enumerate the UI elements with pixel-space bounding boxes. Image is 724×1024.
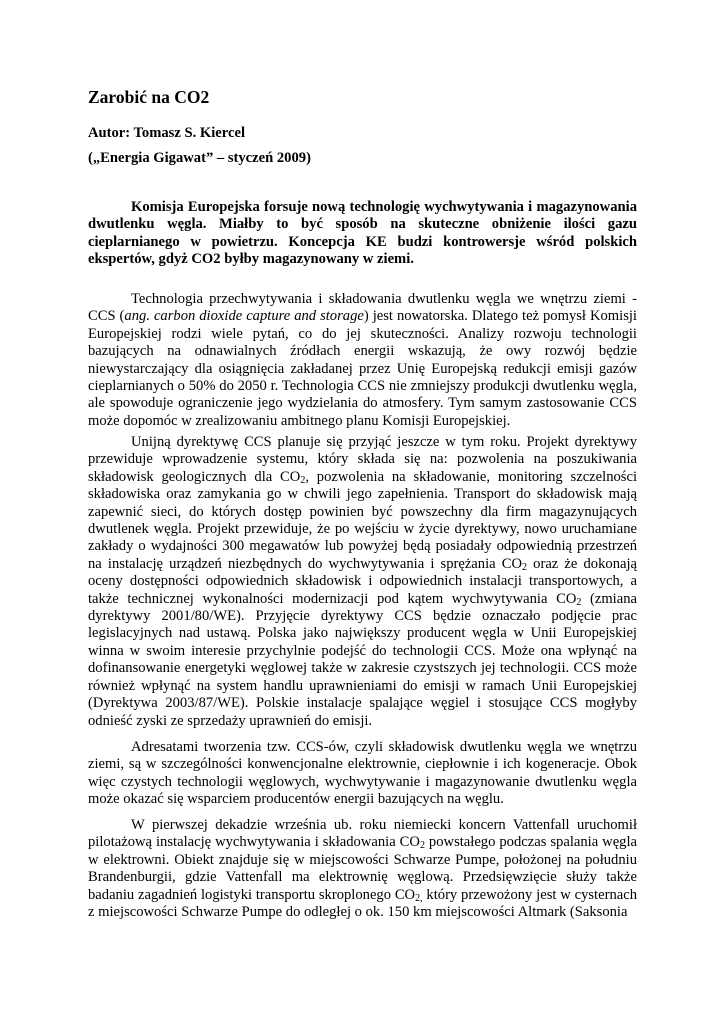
paragraph-4-text-c: który przewożony jest w cysternach z miejscowości Schwarze Pumpe do odległej o ok. 150 km miejscowości Altmark (Saksonia	[88, 886, 637, 921]
paragraph-1	[88, 291, 637, 430]
paragraph-1-text-b: ) jest nowatorska. Dlatego też pomysł Komisji Europejskiej rodzi wiele pytań, co do jej skuteczności. Analizy rozwoju technologii bazujących na odnawialnych źródłach energii wskazują, że owy rozwój będzie niewystarczający dla osiągnięcia zakładanej przez Unię Europejską redukcji emisji gazów cieplarnianych o 50% do 2050 r. Technologia CCS nie zmniejszy produkcji dwutlenku węgla, ale spowoduje ograniczenie jego wydzielania do atmosfery. Tym samym zastosowanie CCS może dopomóc w zrealizowaniu ambitnego planu Komisji Europejskiej.	[88, 308, 637, 429]
paragraph-1-text-a: Technologia przechwytywania i składowania dwutlenku węgla we wnętrzu ziemi - CCS (	[88, 291, 637, 325]
paragraph-2-text-c: oraz że dokonają oceny dostępności odpowiednich składowisk i odpowiednich instalacji transportowych, a także technicznej wykonalności modernizacji pod kątem wychwytywania CO	[88, 555, 637, 607]
paragraph-2-text-a: Unijną dyrektywę CCS planuje się przyjąć jeszcze w tym roku. Projekt dyrektywy przewiduje wprowadzenie systemu, który składa się na: pozwolenia na poszukiwania składowisk geologicznych dla CO	[88, 434, 637, 485]
article-lead: Komisja Europejska forsuje nową technologię wychwytywania i magazynowania dwutlenku węgla. Miałby to być sposób na skuteczne obniżenie ilości gazu cieplarnianego w powietrzu. Koncepcja KE budzi kontrowersje wśród polskich ekspertów, gdyż CO2 byłby magazynowany w ziemi.	[88, 199, 637, 268]
article-title: Zarobić na CO2	[88, 87, 210, 107]
paragraph-1-italic: ang. carbon dioxide capture and storage	[124, 308, 364, 325]
paragraph-3: Adresatami tworzenia tzw. CCS-ów, czyli składowisk dwutlenku węgla we wnętrzu ziemi, są w szczególności konwencjonalne elektrownie, ciepłownie i ich kogeneracje. Obok więc czystych technologii węglowych, wychwytywanie i magazynowanie dwutlenku węgla może okazać się wsparciem producentów energii bazujących na węglu.	[88, 739, 637, 808]
paragraph-4	[88, 817, 637, 921]
co2-subscript: 2	[419, 840, 425, 852]
article-author: Autor: Tomasz S. Kiercel	[88, 125, 246, 141]
co2-subscript: 2	[522, 561, 528, 573]
co2-subscript: 2	[576, 596, 582, 608]
paragraph-4-text-b: powstałego podczas spalania węgla w elektrowni. Obiekt znajduje się w miejscowości Schwarze Pumpe, położonej na południu Brandenburgii, gdzie Vattenfall ma elektrownię węglową. Przedsięwzięcie służy także badaniu zagadnień logistyki transportu skroplonego CO	[88, 834, 637, 903]
article-source: („Energia Gigawat” – styczeń 2009)	[88, 150, 311, 166]
paragraph-2	[88, 434, 637, 730]
paragraph-4-text-a: W pierwszej dekadzie września ub. roku niemiecki koncern Vattenfall uruchomił pilotażową instalację wychwytywania i składowania CO	[88, 817, 637, 851]
paragraph-2-text-b: , pozwolenia na składowanie, monitoring szczelności składowiska oraz zamykania go w chwili jego zapełnienia. Transport do składowisk mają zapewnić sieci, do których dostęp powinien być powszechny dla firm magazynujących dwutlenek węgla. Projekt przewiduje, że po wejściu w życie dyrektywy, nowo uruchamiane zakłady o wydajności 300 megawatów lub powyżej będą posiadały odpowiednią przestrzeń na instalację urządzeń niezbędnych do wychwytywania i sprężania CO	[88, 468, 637, 572]
co2-subscript: 2	[300, 474, 306, 486]
paragraph-2-text-d: (zmiana dyrektywy 2001/80/WE). Przyjęcie dyrektywy CCS będzie oznaczało podjęcie prac legislacyjnych nad ustawą. Polska jako największy producent węgla w Unii Europejskiej winna w swoim interesie przychylnie podejść do technologii CCS. Może ona wpłynąć na dofinansowanie energetyki węglowej także w zakresie czystszych jej technologii. CCS może również wpłynąć na system handlu uprawnieniami do emisji w ramach Unii Europejskiej (Dyrektywa 2003/87/WE). Polskie instalacje spalające węgiel i stosujące CCS mogłyby odnieść zyski ze sprzedaży uprawnień do emisji.	[88, 590, 637, 729]
co2-subscript: 2,	[415, 892, 423, 904]
